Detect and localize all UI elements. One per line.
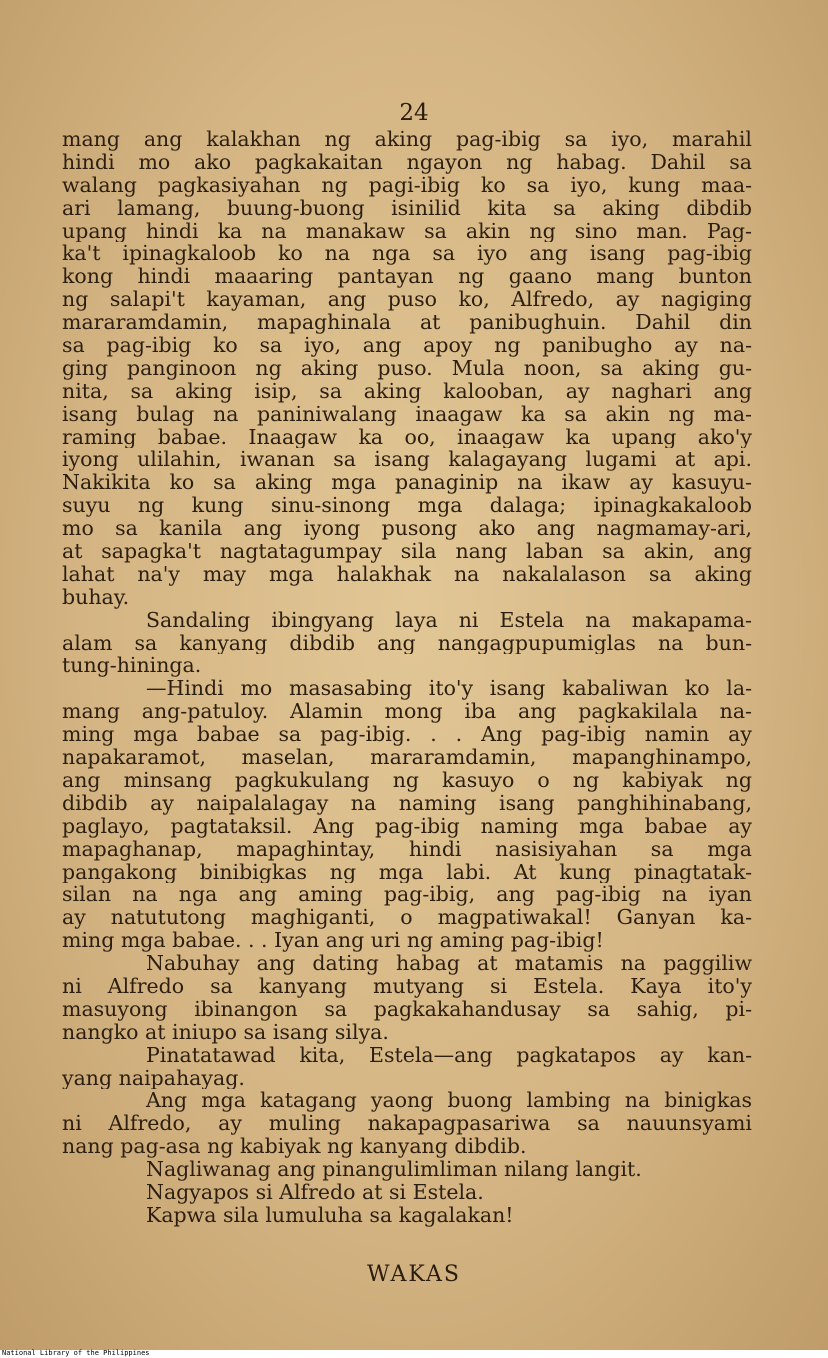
closing-word: WAKAS: [367, 1262, 461, 1287]
text-line: mo sa kanila ang iyong pusong ako ang nagmamay-ari,: [62, 517, 752, 541]
text-line: yang naipahayag.: [62, 1066, 245, 1090]
text-line: mang ang kalakhan ng aking pag-ibig sa iyo, marahil: [62, 128, 752, 151]
text-line: silan na nga ang aming pag-ibig, ang pag-ibig na iyan: [62, 883, 752, 907]
text-line: Kapwa sila lumuluha sa kagalakan!: [146, 1203, 514, 1227]
text-line: iyong ulilahin, iwanan sa isang kalagayang lugami at api.: [62, 448, 752, 472]
text-line: dibdib ay naipalalagay na naming isang panghihinabang,: [62, 791, 752, 815]
body-text: [62, 128, 752, 1227]
paragraph: [62, 128, 752, 609]
paragraph: [62, 1044, 752, 1090]
text-line: masuyong ibinangon sa pagkakahandusay sa sahig, pi-: [62, 997, 752, 1021]
text-line: buhay.: [62, 585, 130, 609]
paragraph: [62, 1089, 752, 1158]
text-line: nita, sa aking isip, sa aking kalooban, ay naghari ang: [62, 379, 752, 403]
text-line: ng salapi't kayaman, ang puso ko, Alfredo, ay nagiging: [62, 288, 752, 312]
text-line: ni Alfredo, ay muling nakapagpasariwa sa nauunsyami: [62, 1112, 752, 1136]
text-line: upang hindi ka na manakaw sa akin ng sino man. Pag-: [62, 219, 752, 243]
text-line: kong hindi maaaring pantayan ng gaano mang bunton: [62, 265, 752, 289]
text-line: Ang mga katagang yaong buong lambing na binigkas: [146, 1089, 752, 1113]
text-line: nangko at iniupo sa isang silya.: [62, 1020, 389, 1044]
text-line: hindi mo ako pagkakaitan ngayon ng habag. Dahil sa: [62, 150, 752, 174]
page-number: 24: [399, 100, 429, 126]
footer-credit-text: National Library of the Philippines: [2, 1349, 150, 1357]
text-line: Nakikita ko sa aking mga panaginip na ikaw ay kasuyu-: [62, 471, 752, 495]
text-line: raming babae. Inaagaw ka oo, inaagaw ka upang ako'y: [62, 425, 752, 449]
text-line: —Hindi mo masasabing ito'y isang kabaliwan ko la-: [146, 677, 752, 701]
text-line: sa pag-ibig ko sa iyo, ang apoy ng panibugho ay na-: [62, 334, 752, 357]
text-line: paglayo, pagtataksil. Ang pag-ibig naming mga babae ay: [62, 814, 752, 838]
text-line: walang pagkasiyahan ng pagi-ibig ko sa iyo, kung maa-: [62, 173, 752, 197]
text-line: mapaghanap, mapaghintay, hindi nasisiyahan sa mga: [62, 837, 752, 861]
text-line: isang bulag na paniniwalang inaagaw ka sa akin ng ma-: [62, 402, 752, 426]
paragraph: [62, 677, 752, 952]
text-line: Sandaling ibingyang laya ni Estela na makapama-: [146, 608, 752, 632]
paragraph: [62, 952, 752, 1044]
text-line: ni Alfredo sa kanyang mutyang si Estela. Kaya ito'y: [62, 974, 752, 998]
text-line: lahat na'y may mga halakhak na nakalalason sa aking: [62, 562, 752, 586]
text-line: Nabuhay ang dating habag at matamis na paggiliw: [146, 952, 752, 975]
text-line: ging panginoon ng aking puso. Mula noon, sa aking gu-: [62, 356, 752, 380]
text-line: Nagliwanag ang pinangulimliman nilang langit.: [146, 1158, 642, 1181]
text-line: at sapagka't nagtatagumpay sila nang laban sa akin, ang: [62, 540, 752, 563]
text-line: ang minsang pagkukulang ng kasuyo o ng kabiyak ng: [62, 768, 752, 792]
text-line: suyu ng kung sinu-sinong mga dalaga; ipinagkakaloob: [62, 494, 752, 518]
text-line: ming mga babae. . . Iyan ang uri ng aming pag-ibig!: [62, 929, 604, 953]
text-line: napakaramot, maselan, mararamdamin, mapanghinampo,: [62, 746, 752, 769]
paragraph: [62, 609, 752, 678]
text-line: ka't ipinagkaloob ko na nga sa iyo ang isang pag-ibig: [62, 242, 752, 266]
text-line: Nagyapos si Alfredo at si Estela.: [146, 1180, 484, 1204]
text-line: ari lamang, buung-buong isinilid kita sa aking dibdib: [62, 196, 752, 220]
text-line: mararamdamin, mapaghinala at panibughuin. Dahil din: [62, 311, 752, 335]
text-line: nang pag-asa ng kabiyak ng kanyang dibdib.: [62, 1135, 527, 1159]
text-line: Pinatatawad kita, Estela—ang pagkatapos ay kan-: [146, 1043, 752, 1067]
text-line: ay natututong maghiganti, o magpatiwakal! Ganyan ka-: [62, 906, 752, 930]
text-line: pangakong binibigkas ng mga labi. At kung pinagtatak-: [62, 860, 752, 884]
footer-credit: [0, 1350, 828, 1358]
text-line: mang ang-patuloy. Alamin mong iba ang pagkakilala na-: [62, 700, 752, 724]
text-line: ming mga babae sa pag-ibig. . . Ang pag-ibig namin ay: [62, 723, 752, 747]
paragraph: [62, 1158, 752, 1181]
paragraph: [62, 1181, 752, 1204]
text-line: tung-hininga.: [62, 654, 202, 678]
paragraph: [62, 1204, 752, 1227]
text-line: alam sa kanyang dibdib ang nangagpupumiglas na bun-: [62, 631, 752, 655]
